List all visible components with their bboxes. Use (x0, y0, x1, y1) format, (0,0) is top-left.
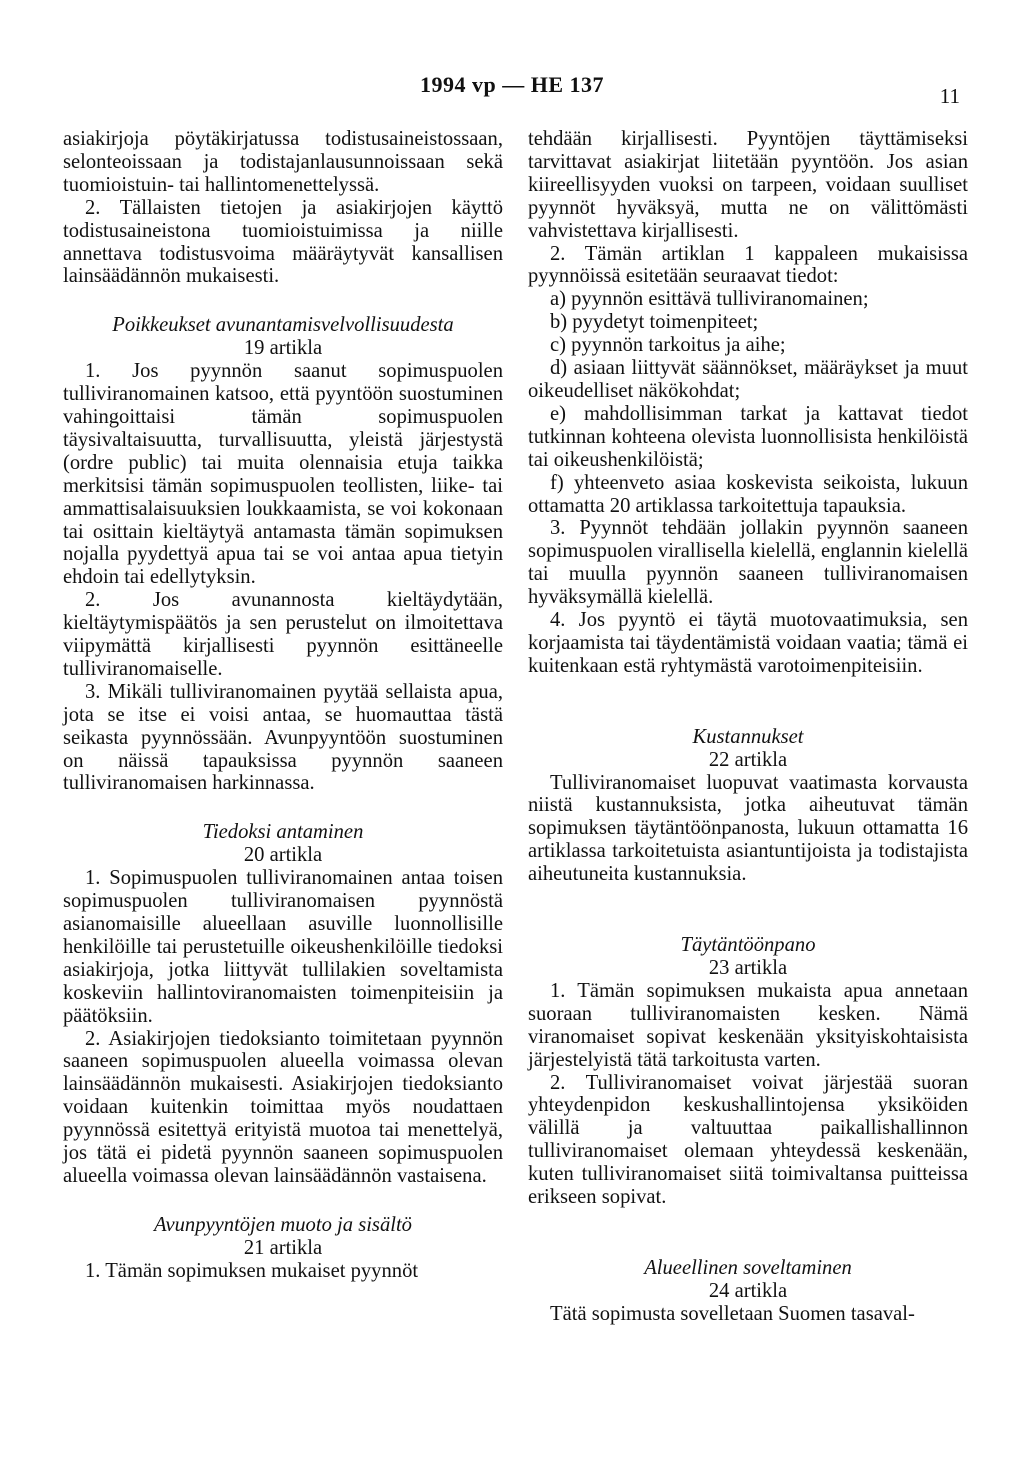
paragraph: 2. Asiakirjojen tiedoksianto toimitetaan pyynnön saaneen sopimuspuolen alueella voimassa olevan lainsäädännön mukaisesti. Asiakirjojen tiedoksianto voidaan kuitenkin toimittaa myös noudattaen pyynnössä esitettyä erityistä muotoa tai menettelyä, jos tätä ei pidetä pyynnön saaneen sopimuspuolen alueella voimassa olevan lainsäädännön vastaisena. (63, 1027, 503, 1187)
list-item: d) asiaan liittyvät säännökset, määräykset ja muut oikeudelliset näkökohdat; (528, 357, 968, 402)
paragraph: 3. Mikäli tulliviranomainen pyytää sellaista apua, jota se itse ei voisi antaa, se huomauttaa tästä seikasta pyynnössään. Avunpyyntöön suostuminen on näissä tapauksissa pyynnön saaneen tulliviranomaisen harkinnassa. (63, 680, 503, 795)
section-heading: Alueellinen soveltaminen (644, 1256, 852, 1279)
paragraph: 2. Tällaisten tietojen ja asiakirjojen käyttö todistusaineistona tuomioistuimissa ja niille annettava todistusvoima määräytyvät kansallisen lainsäädännön mukaisesti. (63, 196, 503, 288)
paragraph: tehdään kirjallisesti. Pyyntöjen täyttämiseksi tarvittavat asiakirjat liitetään pyyntöön. Jos asian kiireellisyyden vuoksi on tarpeen, voidaan suulliset pyynnöt hyväksyä, mutta ne on välittömästi vahvistettava kirjallisesti. (528, 128, 968, 242)
paragraph: Tätä sopimusta sovelletaan Suomen tasaval- (550, 1302, 915, 1325)
article-number: 22 artikla (708, 748, 788, 771)
article-number: 20 artikla (243, 844, 323, 867)
section-heading: Avunpyyntöjen muoto ja sisältö (154, 1213, 412, 1236)
paragraph: 1. Tämän sopimuksen mukaista apua annetaan suoraan tulliviranomaisten kesken. Nämä viranomaiset sopivat keskenään yksityiskohtaisista järjestelyistä tätä tarkoitusta varten. (528, 979, 968, 1071)
list-item: c) pyynnön tarkoitus ja aihe; (550, 334, 786, 357)
page-header: 1994 vp — HE 137 (419, 72, 605, 97)
article-number: 19 artikla (243, 337, 323, 360)
left-column (63, 128, 503, 1283)
article-number: 24 artikla (708, 1279, 788, 1302)
list-item: e) mahdollisimman tarkat ja kattavat tiedot tutkinnan kohteena olevista luonnollisista henkilöistä tai oikeushenkilöistä; (528, 402, 968, 471)
section-heading: Tiedoksi antaminen (202, 821, 364, 844)
paragraph: 2. Tämän artiklan 1 kappaleen mukaisissa pyynnöissä esitetään seuraavat tiedot: (528, 242, 968, 288)
list-item: a) pyynnön esittävä tulliviranomainen; (550, 288, 869, 311)
section-heading: Poikkeukset avunantamisvelvollisuudesta (112, 314, 454, 337)
list-item: f) yhteenveto asiaa koskevista seikoista, lukuun ottamatta 20 artiklassa tarkoitettuja tapauksia. (528, 471, 968, 517)
paragraph: Tulliviranomaiset luopuvat vaatimasta korvausta niistä kustannuksista, jotka aiheutuvat tämän sopimuksen täytäntöönpanosta, lukuun ottamatta 16 artiklassa tarkoitetuista asiantuntijoista ja todistajista aiheutuneita kustannuksia. (528, 771, 968, 886)
section-heading: Täytäntöönpano (680, 934, 816, 957)
paragraph: asiakirjoja pöytäkirjatussa todistusaineistossaan, selonteoissaan ja todistajanlausunnoissaan sekä tuomioistuin- tai hallintomenettelyssä. (63, 128, 503, 196)
paragraph: 4. Jos pyyntö ei täytä muotovaatimuksia, sen korjaamista tai täydentämistä voidaan vaatia; tämä ei kuitenkaan estä ryhtymästä varotoimenpiteisiin. (528, 609, 968, 677)
list-item: b) pyydetyt toimenpiteet; (550, 311, 759, 334)
article-number: 23 artikla (708, 957, 788, 979)
paragraph: 3. Pyynnöt tehdään jollakin pyynnön saaneen sopimuspuolen virallisella kielellä, englannin kielellä tai muulla pyynnön saaneen tulliviranomaisen hyväksymällä kielellä. (528, 517, 968, 609)
paragraph: 1. Sopimuspuolen tulliviranomainen antaa toisen sopimuspuolen tulliviranomaisen pyynnöstä asianomaisille alueellaan asuville luonnollisille henkilöille tai perustetuille oikeushenkilöille tiedoksi asiakirjoja, jotka liittyvät tullilakien soveltamista koskeviin hallintoviranomaisten toimenpiteisiin ja päätöksiin. (63, 867, 503, 1027)
paragraph: 2. Tulliviranomaiset voivat järjestää suoran yhteydenpidon keskushallintojensa yksiköiden välillä ja valtuuttaa paikallishallinnon tulliviranomaiset olemaan yhteydessä keskenään, kuten tulliviranomaiset siitä toimivaltansa puitteissa erikseen sopivat. (528, 1071, 968, 1209)
article-number: 21 artikla (243, 1236, 323, 1259)
paragraph: 1. Tämän sopimuksen mukaiset pyynnöt (85, 1259, 419, 1282)
page-number: 11 (939, 84, 960, 108)
paragraph: 2. Jos avunannosta kieltäydytään, kieltäytymispäätös ja sen perustelut on ilmoitettava viipymättä kirjallisesti pyynnön esittäneelle tulliviranomaiselle. (63, 589, 503, 680)
paragraph: 1. Jos pyynnön saanut sopimuspuolen tulliviranomainen katsoo, että pyyntöön suostuminen vahingoittaisi tämän sopimuspuolen täysivaltaisuutta, turvallisuutta, yleistä järjestystä (ordre public) tai muita olennaisia etuja taikka merkitsisi tämän sopimuspuolen teollisten, liike- tai ammattisalaisuuksien loukkaamista, se voi kokonaan tai osittain kieltäytyä antamasta tämän sopimuksen nojalla pyydettyä apua tai se voi antaa apua tietyin ehdoin tai edellytyksin. (63, 360, 503, 589)
section-heading: Kustannukset (692, 725, 804, 748)
right-column (528, 128, 968, 1326)
